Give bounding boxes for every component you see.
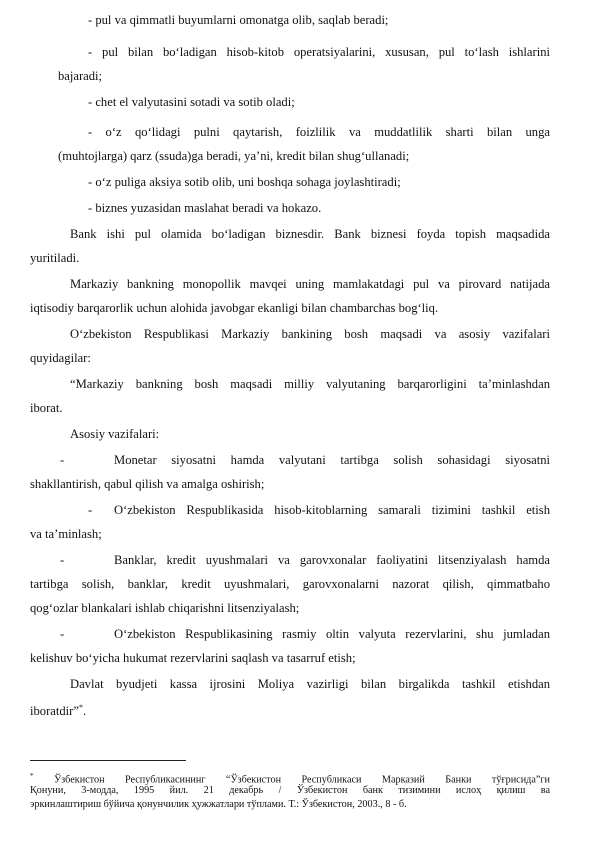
list-item: - chet el valyutasini sotadi va sotib oladi; [88, 95, 295, 109]
text-line: kelishuv bo‘yicha hukumat rezervlarini saqlash va tasarruf etish; [30, 651, 356, 665]
text-line: bajaradi; [58, 69, 103, 83]
paragraph-line: O‘zbekiston Respublikasi Markaziy bankining bosh maqsadi va asosiy vazifalari [70, 327, 550, 341]
text-line: shakllantirish, qabul qilish va amalga oshirish; [30, 477, 265, 491]
footnote-divider [30, 760, 186, 761]
list-item: O‘zbekiston Respublikasining rasmiy oltin valyuta rezervlarini, shu jumladan [114, 627, 550, 641]
list-item: Banklar, kredit uyushmalari va garovxonalar faoliyatini litsenziyalash hamda [114, 553, 550, 567]
list-item: Monetar siyosatni hamda valyutani tartibga solish sohasidagi siyosatni [114, 453, 550, 467]
paragraph-line: Markaziy bankning monopollik mavqei uning mamlakatdagi pul va pirovard natijada [70, 277, 550, 291]
text-line: iqtisodiy barqarorlik uchun alohida javobgar ekanligi bilan chambarchas bog‘liq. [30, 301, 439, 315]
text-line: quyidagilar: [30, 351, 91, 365]
bullet-dash: - [60, 453, 65, 467]
text-line: tartibga solish, banklar, kredit uyushmalari, garovxonalarni nazorat qilish, qimmatbaho [30, 577, 550, 591]
bullet-dash: - [60, 553, 65, 567]
list-item: - biznes yuzasidan maslahat beradi va hokazo. [88, 201, 322, 215]
paragraph-line: Bank ishi pul olamida bo‘ladigan biznesdir. Bank biznesi foyda topish maqsadida [70, 227, 550, 241]
quote-line: “Markaziy bankning bosh maqsadi milliy valyutaning barqarorligini ta’minlashdan [70, 377, 550, 391]
bullet-dash: - [60, 627, 65, 641]
footnote-line: эркинлаштириш бўйича қонунчилик ҳужжатлари тўплами. Т.: Ўзбекистон, 2003., 8 - б. [30, 799, 407, 810]
text-line: va ta’minlash; [30, 527, 102, 541]
text-line: yuritiladi. [30, 251, 80, 265]
closing-text: iboratdir” [30, 704, 79, 719]
paragraph-line: Davlat byudjeti kassa ijrosini Moliya vazirligi bilan birgalikda tashkil etishdan [70, 677, 550, 691]
footnote-mark: * [30, 772, 34, 780]
footnote-line: Қонуни, 3-модда, 1995 йил. 21 декабрь / Ўзбекистон банк тизимини ислоҳ қилиш ва [30, 785, 550, 796]
footnote-ref[interactable]: * [78, 703, 83, 712]
list-item: O‘zbekiston Respublikasida hisob-kitoblarning samarali tizimini tashkil etish [114, 503, 550, 517]
list-item: - pul va qimmatli buyumlarni omonatga olib, saqlab beradi; [88, 13, 389, 27]
bullet-dash: - [88, 503, 93, 517]
section-heading: Asosiy vazifalari: [70, 427, 160, 441]
text-line: qog‘ozlar blankalari ishlab chiqarishni litsenziyalash; [30, 601, 300, 615]
list-item: - o‘z qo‘lidagi pulni qaytarish, foizlilik va muddatlilik sharti bilan unga [88, 125, 550, 139]
text-line: (muhtojlarga) qarz (ssuda)ga beradi, ya’ni, kredit bilan shug‘ullanadi; [58, 149, 410, 163]
text-line: iboratdir”*. [30, 703, 87, 719]
list-item: - pul bilan bo‘ladigan hisob-kitob operatsiyalarini, xususan, pul to‘lash ishlarini [88, 45, 550, 59]
text-line: iborat. [30, 401, 63, 415]
list-item: - o‘z puliga aksiya sotib olib, uni boshqa sohaga joylashtiradi; [88, 175, 401, 189]
footnote-text: Ўзбекистон Республикасининг “Ўзбекистон Республикаси Марказий Банки тўғрисида”ги [53, 774, 551, 786]
